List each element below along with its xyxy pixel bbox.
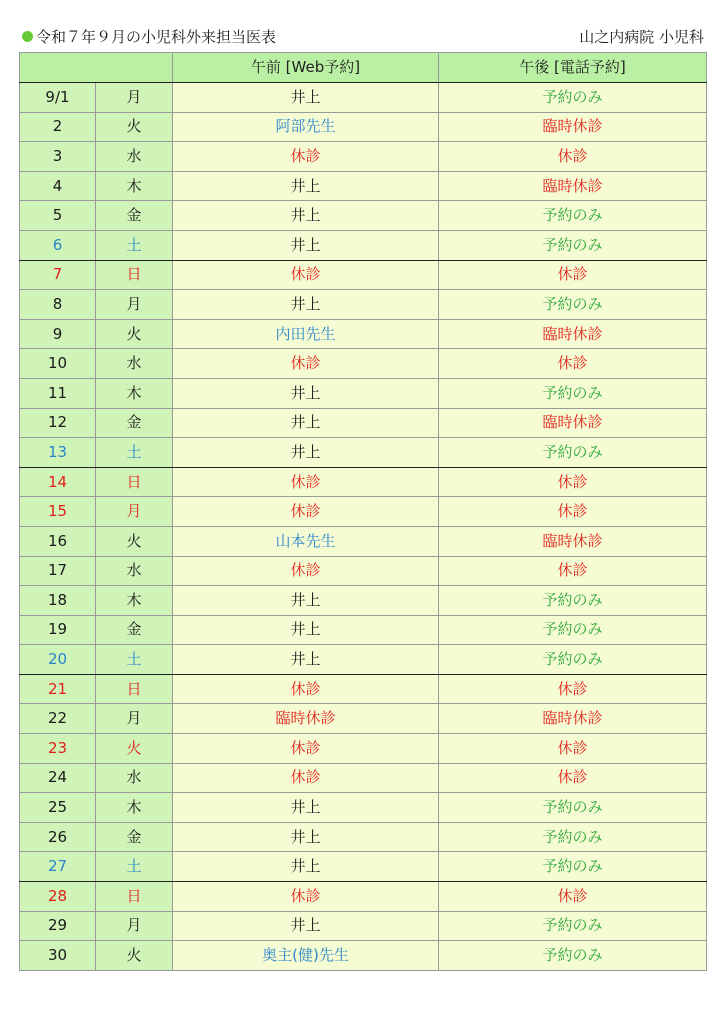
table-row: [20, 378, 707, 408]
date-cell: 17: [20, 556, 96, 586]
weekday-cell: 月: [96, 497, 173, 527]
am-doctor-cell: 休診: [173, 467, 439, 497]
table-row: [20, 704, 707, 734]
weekday-cell: 金: [96, 615, 173, 645]
table-row: [20, 615, 707, 645]
am-doctor-cell: 休診: [173, 260, 439, 290]
weekday-cell: 金: [96, 201, 173, 231]
table-row: [20, 645, 707, 675]
date-cell: 9/1: [20, 83, 96, 113]
weekday-cell: 水: [96, 349, 173, 379]
pm-status-cell: 休診: [439, 556, 707, 586]
pm-status-cell: 休診: [439, 467, 707, 497]
pm-status-cell: 休診: [439, 349, 707, 379]
pm-status-cell: 休診: [439, 674, 707, 704]
table-row: [20, 556, 707, 586]
table-row: [20, 349, 707, 379]
am-doctor-cell: 休診: [173, 734, 439, 764]
schedule-table: [19, 52, 707, 971]
weekday-cell: 火: [96, 526, 173, 556]
date-cell: 9: [20, 319, 96, 349]
am-doctor-cell: 休診: [173, 674, 439, 704]
am-doctor-cell: 井上: [173, 911, 439, 941]
date-cell: 13: [20, 438, 96, 468]
table-row: [20, 822, 707, 852]
date-cell: 4: [20, 171, 96, 201]
date-cell: 21: [20, 674, 96, 704]
date-cell: 24: [20, 763, 96, 793]
table-row: [20, 763, 707, 793]
pm-status-cell: 臨時休診: [439, 319, 707, 349]
weekday-cell: 水: [96, 142, 173, 172]
table-row: [20, 319, 707, 349]
date-cell: 18: [20, 586, 96, 616]
date-cell: 5: [20, 201, 96, 231]
table-row: [20, 793, 707, 823]
pm-status-cell: 臨時休診: [439, 408, 707, 438]
am-doctor-cell: 臨時休診: [173, 704, 439, 734]
am-doctor-cell: 井上: [173, 793, 439, 823]
table-row: [20, 467, 707, 497]
am-doctor-cell: 山本先生: [173, 526, 439, 556]
am-doctor-cell: 井上: [173, 438, 439, 468]
table-row: [20, 497, 707, 527]
table-row: [20, 408, 707, 438]
am-doctor-cell: 休診: [173, 349, 439, 379]
date-column-header: [20, 53, 173, 83]
table-row: [20, 674, 707, 704]
am-column-header: 午前 [Web予約]: [173, 53, 439, 83]
pm-status-cell: 予約のみ: [439, 822, 707, 852]
date-cell: 8: [20, 290, 96, 320]
table-row: [20, 112, 707, 142]
pm-status-cell: 臨時休診: [439, 704, 707, 734]
pm-status-cell: 予約のみ: [439, 201, 707, 231]
table-row: [20, 83, 707, 113]
date-cell: 7: [20, 260, 96, 290]
weekday-cell: 水: [96, 763, 173, 793]
date-cell: 6: [20, 230, 96, 260]
weekday-cell: 火: [96, 112, 173, 142]
am-doctor-cell: 内田先生: [173, 319, 439, 349]
weekday-cell: 日: [96, 674, 173, 704]
am-doctor-cell: 休診: [173, 882, 439, 912]
date-cell: 19: [20, 615, 96, 645]
am-doctor-cell: 休診: [173, 142, 439, 172]
table-row: [20, 526, 707, 556]
pm-status-cell: 予約のみ: [439, 852, 707, 882]
date-cell: 11: [20, 378, 96, 408]
page-title-group: [22, 26, 276, 47]
page-title: 令和７年９月の小児科外来担当医表: [36, 28, 277, 46]
pm-status-cell: 予約のみ: [439, 793, 707, 823]
date-cell: 12: [20, 408, 96, 438]
pm-status-cell: 休診: [439, 763, 707, 793]
am-doctor-cell: 休診: [173, 763, 439, 793]
table-row: [20, 852, 707, 882]
pm-status-cell: 休診: [439, 734, 707, 764]
weekday-cell: 土: [96, 852, 173, 882]
table-row: [20, 586, 707, 616]
table-row: [20, 941, 707, 971]
pm-status-cell: 予約のみ: [439, 586, 707, 616]
am-doctor-cell: 井上: [173, 615, 439, 645]
am-doctor-cell: 奥主(健)先生: [173, 941, 439, 971]
date-cell: 3: [20, 142, 96, 172]
weekday-cell: 月: [96, 290, 173, 320]
table-row: [20, 171, 707, 201]
weekday-cell: 月: [96, 704, 173, 734]
date-cell: 28: [20, 882, 96, 912]
am-doctor-cell: 井上: [173, 290, 439, 320]
weekday-cell: 水: [96, 556, 173, 586]
pm-status-cell: 予約のみ: [439, 290, 707, 320]
weekday-cell: 金: [96, 822, 173, 852]
pm-status-cell: 休診: [439, 497, 707, 527]
date-cell: 14: [20, 467, 96, 497]
weekday-cell: 火: [96, 319, 173, 349]
pm-status-cell: 休診: [439, 882, 707, 912]
pm-status-cell: 休診: [439, 142, 707, 172]
date-cell: 15: [20, 497, 96, 527]
weekday-cell: 土: [96, 438, 173, 468]
date-cell: 25: [20, 793, 96, 823]
hospital-name: 山之内病院 小児科: [579, 28, 704, 46]
pm-status-cell: 休診: [439, 260, 707, 290]
weekday-cell: 木: [96, 793, 173, 823]
table-row: [20, 734, 707, 764]
date-cell: 10: [20, 349, 96, 379]
weekday-cell: 日: [96, 882, 173, 912]
weekday-cell: 土: [96, 230, 173, 260]
date-cell: 26: [20, 822, 96, 852]
weekday-cell: 月: [96, 83, 173, 113]
weekday-cell: 土: [96, 645, 173, 675]
table-row: [20, 911, 707, 941]
am-doctor-cell: 井上: [173, 852, 439, 882]
pm-status-cell: 予約のみ: [439, 83, 707, 113]
table-row: [20, 142, 707, 172]
weekday-cell: 火: [96, 941, 173, 971]
weekday-cell: 火: [96, 734, 173, 764]
date-cell: 23: [20, 734, 96, 764]
date-cell: 2: [20, 112, 96, 142]
am-doctor-cell: 井上: [173, 230, 439, 260]
date-cell: 20: [20, 645, 96, 675]
date-cell: 30: [20, 941, 96, 971]
green-bullet-icon: [22, 31, 33, 42]
weekday-cell: 木: [96, 171, 173, 201]
pm-status-cell: 臨時休診: [439, 526, 707, 556]
date-cell: 16: [20, 526, 96, 556]
am-doctor-cell: 井上: [173, 83, 439, 113]
weekday-cell: 木: [96, 378, 173, 408]
am-doctor-cell: 阿部先生: [173, 112, 439, 142]
am-doctor-cell: 井上: [173, 822, 439, 852]
am-doctor-cell: 井上: [173, 201, 439, 231]
am-doctor-cell: 井上: [173, 408, 439, 438]
date-cell: 22: [20, 704, 96, 734]
pm-status-cell: 予約のみ: [439, 438, 707, 468]
pm-status-cell: 予約のみ: [439, 615, 707, 645]
date-cell: 27: [20, 852, 96, 882]
pm-column-header: 午後 [電話予約]: [439, 53, 707, 83]
weekday-cell: 月: [96, 911, 173, 941]
table-row: [20, 290, 707, 320]
weekday-cell: 金: [96, 408, 173, 438]
am-doctor-cell: 井上: [173, 586, 439, 616]
pm-status-cell: 予約のみ: [439, 230, 707, 260]
weekday-cell: 日: [96, 260, 173, 290]
pm-status-cell: 予約のみ: [439, 378, 707, 408]
am-doctor-cell: 井上: [173, 645, 439, 675]
table-row: [20, 230, 707, 260]
weekday-cell: 日: [96, 467, 173, 497]
weekday-cell: 木: [96, 586, 173, 616]
pm-status-cell: 予約のみ: [439, 941, 707, 971]
table-row: [20, 438, 707, 468]
am-doctor-cell: 休診: [173, 497, 439, 527]
table-header-row: [20, 53, 707, 83]
am-doctor-cell: 休診: [173, 556, 439, 586]
page-header: [22, 26, 704, 48]
pm-status-cell: 予約のみ: [439, 645, 707, 675]
pm-status-cell: 予約のみ: [439, 911, 707, 941]
am-doctor-cell: 井上: [173, 171, 439, 201]
date-cell: 29: [20, 911, 96, 941]
am-doctor-cell: 井上: [173, 378, 439, 408]
pm-status-cell: 臨時休診: [439, 171, 707, 201]
pm-status-cell: 臨時休診: [439, 112, 707, 142]
table-row: [20, 201, 707, 231]
table-row: [20, 882, 707, 912]
table-row: [20, 260, 707, 290]
